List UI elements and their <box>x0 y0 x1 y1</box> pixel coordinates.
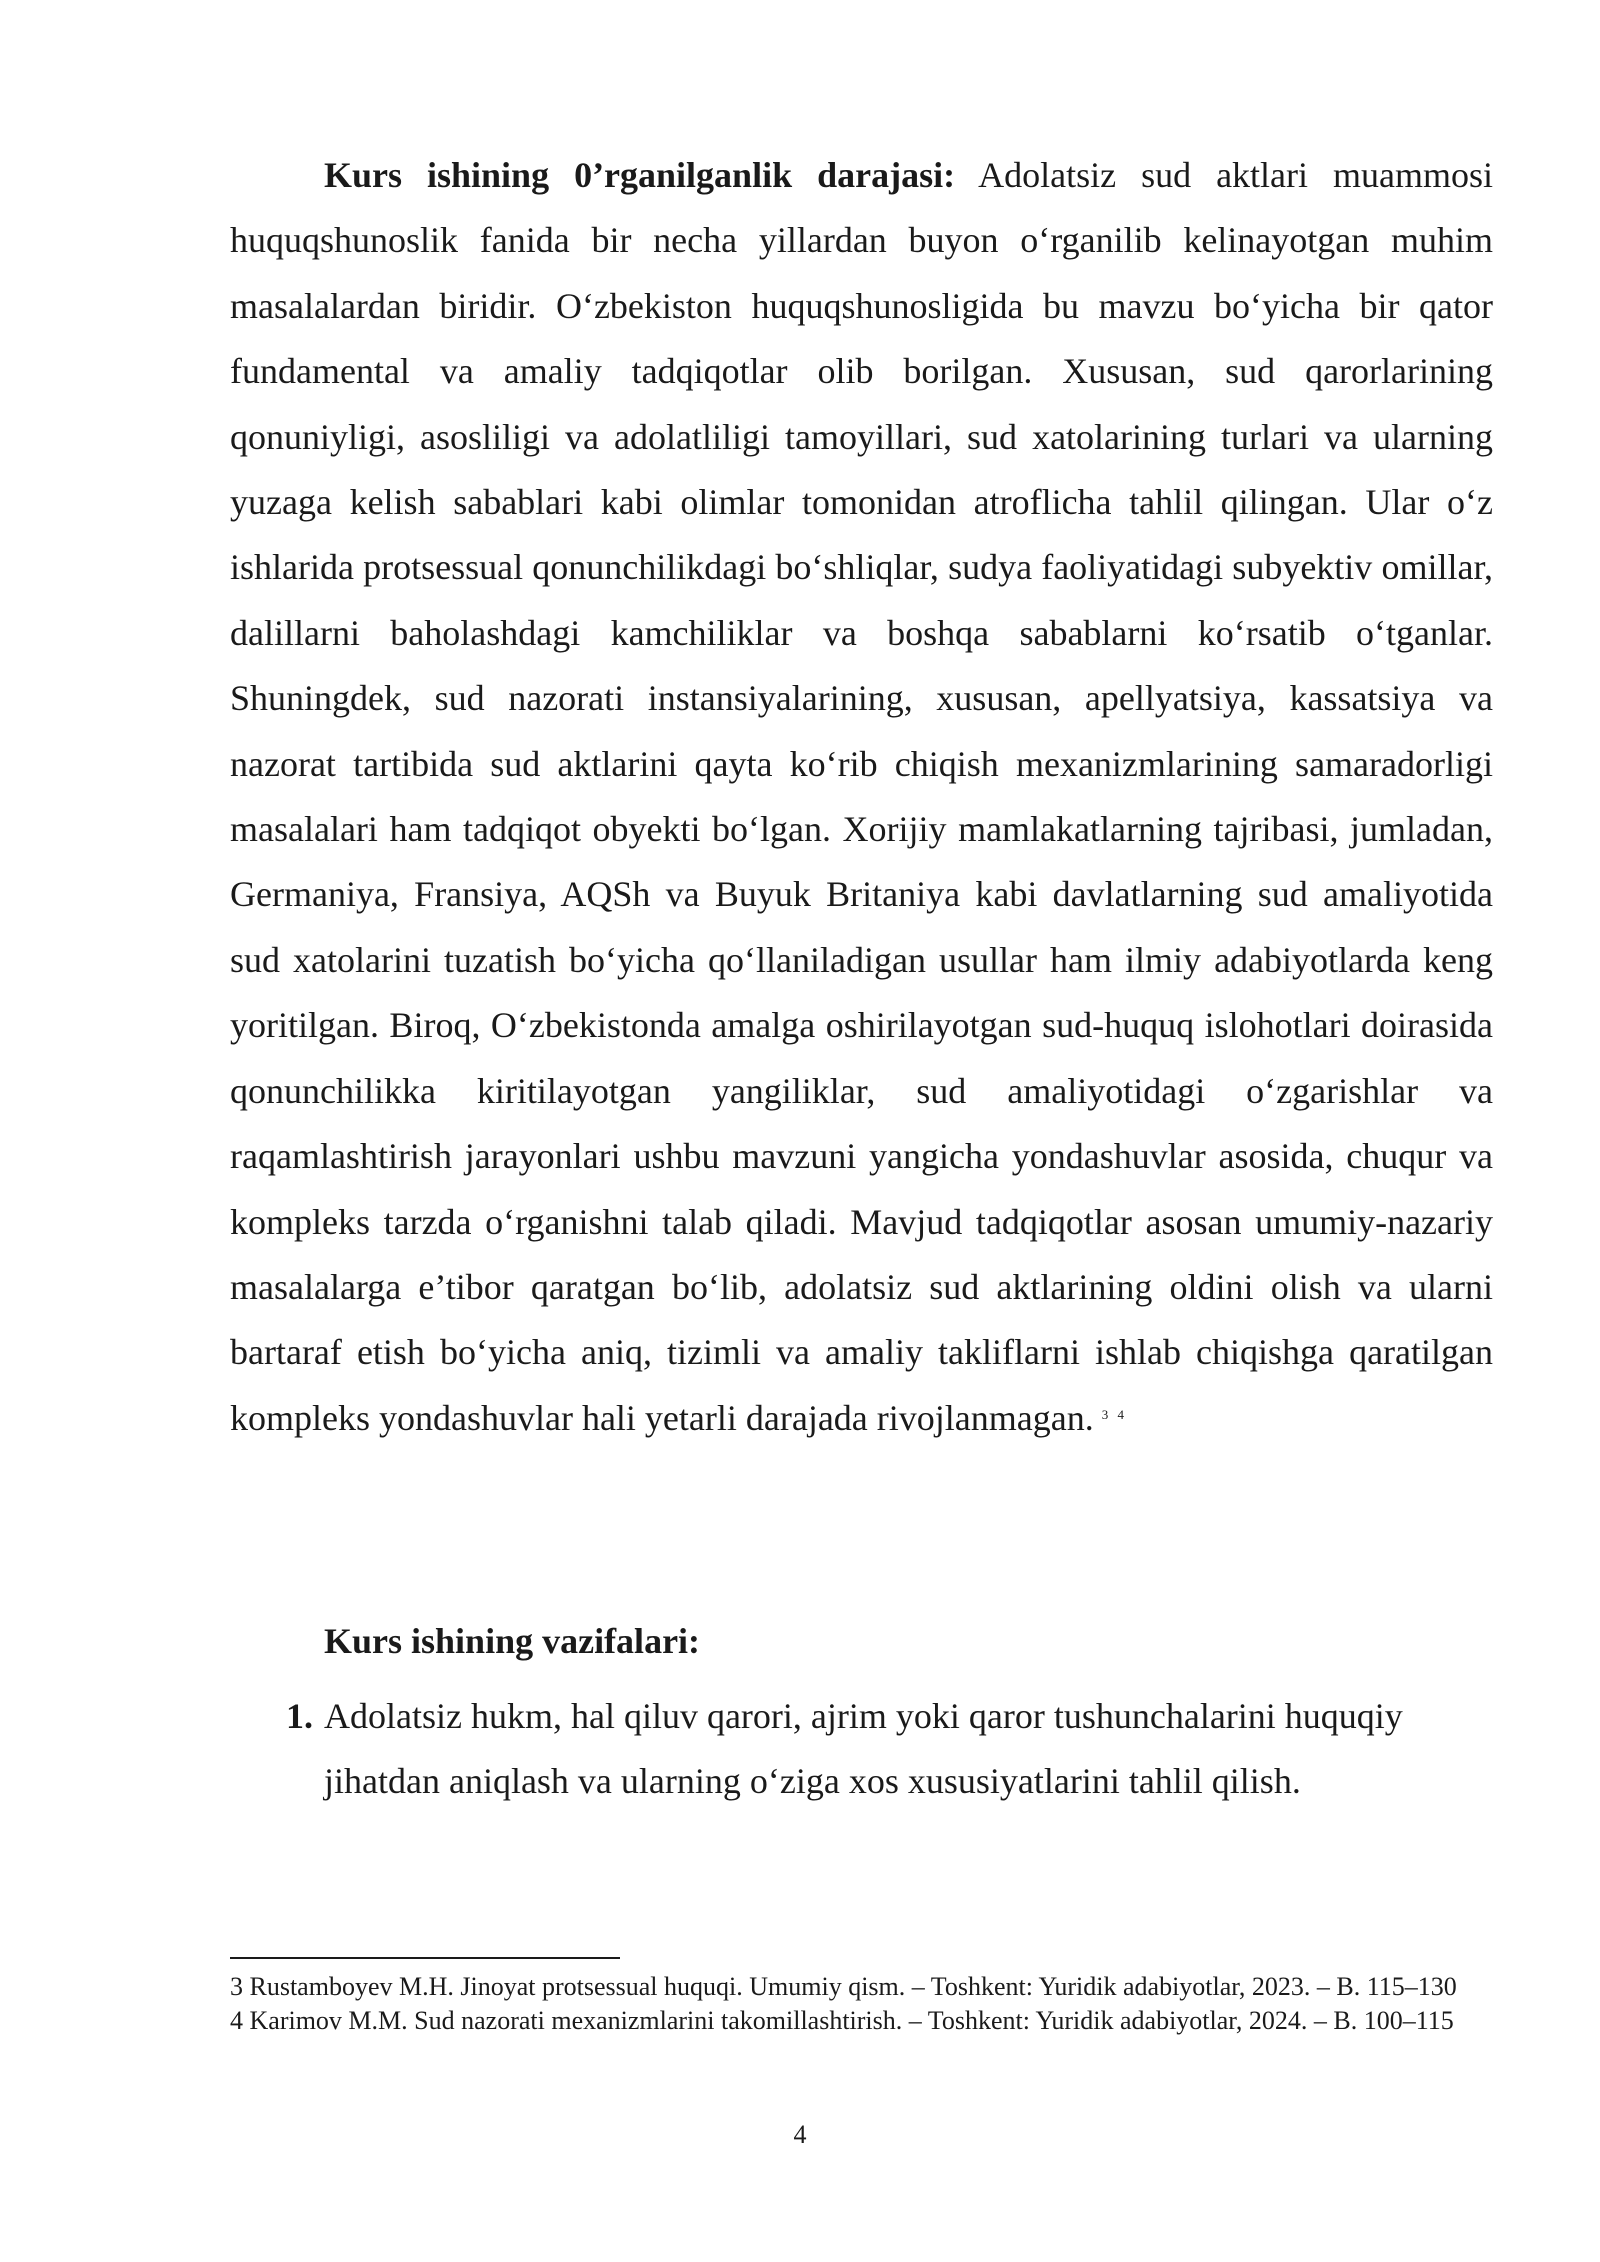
tasks-heading: Kurs ishining vazifalari: <box>324 1621 701 1661</box>
list-item-text: Adolatsiz hukm, hal qiluv qarori, ajrim yoki qaror tushunchalarini huquqiy jihatdan aniqlash va ularning o‘ziga xos xususiyatlarini tahlil qilish. <box>324 1696 1403 1802</box>
footnote-refs[interactable]: 3 4 <box>1101 1407 1127 1423</box>
intro-lead: Kurs ishining 0’rganilganlik darajasi: <box>324 155 956 195</box>
list-item <box>250 1684 1430 1815</box>
page-number: 4 <box>793 2120 807 2149</box>
footnotes <box>230 1970 1493 2038</box>
intro-text: Adolatsiz sud aktlari muammosi huquqshunoslik fanida bir necha yillardan buyon o‘rganilib kelinayotgan muhim masalalardan biridir. O‘zbekiston huquqshunosligida bu mavzu bo‘yicha bir qator fundamental va amaliy tadqiqotlar olib borilgan. Xususan, sud qarorlarining qonuniyligi, asosliligi va adolatliligi tamoyillari, sud xatolarining turlari va ularning yuzaga kelish sabablari kabi olimlar tomonidan atroflicha tahlil qilingan. Ular o‘z ishlarida protsessual qonunchilikdagi bo‘shliqlar, sudya faoliyatidagi subyektiv omillar, dalillarni baholashdagi kamchiliklar va boshqa sabablarni ko‘rsatib o‘tganlar. Shuningdek, sud nazorati instansiyalarining, xususan, apellyatsiya, kassatsiya va nazorat tartibida sud aktlarini qayta ko‘rib chiqish mexanizmlarining samaradorligi masalalari ham tadqiqot obyekti bo‘lgan. Xorijiy mamlakatlarning tajribasi, jumladan, Germaniya, Fransiya, AQSh va Buyuk Britaniya kabi davlatlarning sud amaliyotida sud xatolarini tuzatish bo‘yicha qo‘llaniladigan usullar ham ilmiy adabiyotlarda keng yoritilgan. Biroq, O‘zbekistonda amalga oshirilayotgan sud-huquq islohotlari doirasida qonunchilikka kiritilayotgan yangiliklar, sud amaliyotidagi o‘zgarishlar va raqamlashtirish jarayonlari ushbu mavzuni yangicha yondashuvlar asosida, chuqur va kompleks tarzda o‘rganishni talab qiladi. Mavjud tadqiqotlar asosan umumiy-nazariy masalalarga e’tibor qaratgan bo‘lib, adolatsiz sud aktlarining oldini olish va ularni bartaraf etish bo‘yicha aniq, tizimli va amaliy takliflarni ishlab chiqishga qaratilgan kompleks yondashuvlar hali yetarli darajada rivojlanmagan. <box>230 155 1494 1438</box>
footnote-3: 3 Rustamboyev M.H. Jinoyat protsessual huquqi. Umumiy qism. – Toshkent: Yuridik adabiyotlar, 2023. – B. 115–130 <box>230 1972 1457 2001</box>
list-item-number: 1. <box>286 1696 313 1736</box>
intro-paragraph <box>230 143 1493 1451</box>
footnote-4: 4 Karimov M.M. Sud nazorati mexanizmlarini takomillashtirish. – Toshkent: Yuridik adabiyotlar, 2024. – B. 100–115 <box>230 2006 1454 2035</box>
footnote-separator <box>230 1957 620 1959</box>
tasks-list <box>250 1684 1430 1815</box>
